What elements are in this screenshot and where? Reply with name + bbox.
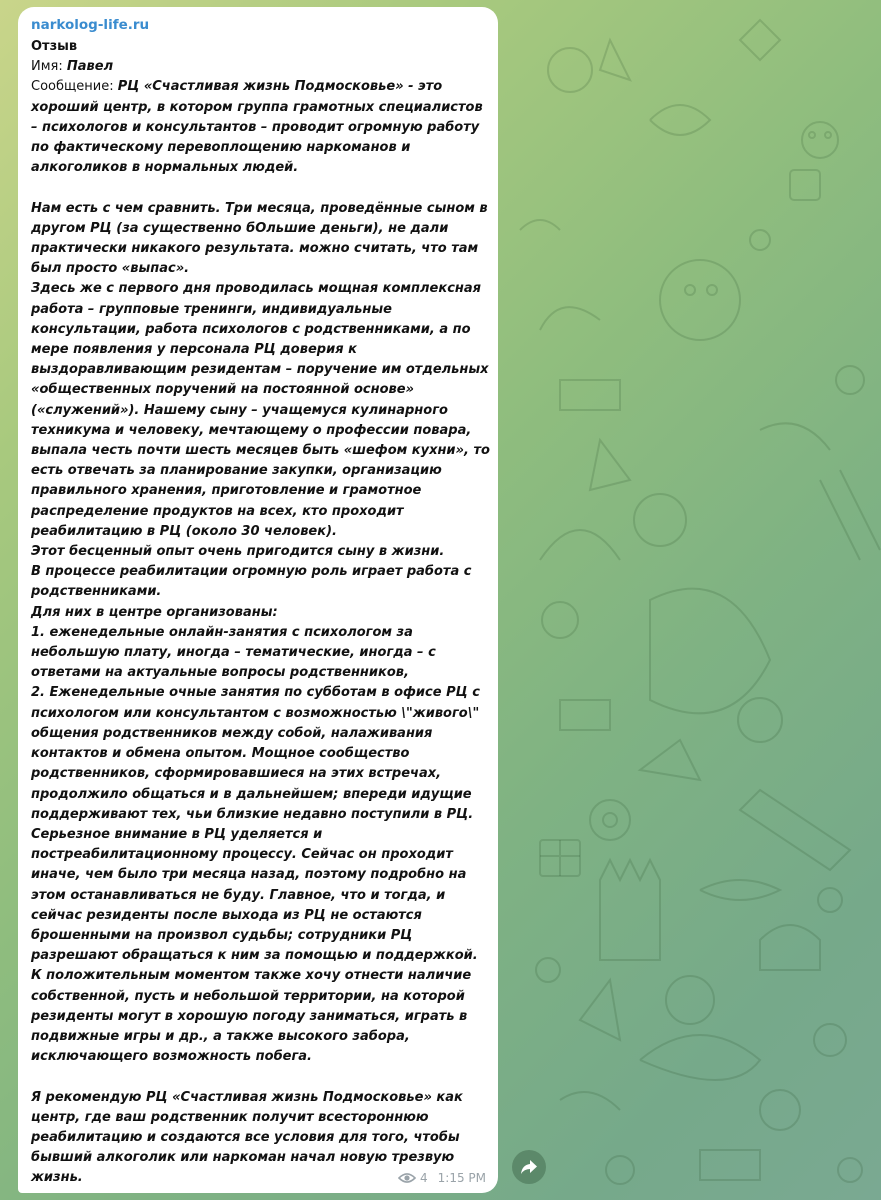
name-line: Имя: Павел	[31, 59, 114, 75]
message-heading: Отзыв	[31, 39, 78, 54]
message-paragraph: Я рекомендую РЦ «Счастливая жизнь Подмосковье» как центр, где ваш родственник получит всестороннюю реабилитацию и создаются все условия для того, чтобы бывший алкоголик или наркоман начал новую трезвую жизнь.	[31, 1089, 463, 1186]
message-paragraph: 1. еженедельные онлайн-занятия с психологом за небольшую плату, иногда – тематические, иногда – с ответами на актуальные вопросы родственников,	[31, 624, 436, 681]
message-paragraph: Этот бесценный опыт очень пригодится сыну в жизни.	[31, 544, 445, 560]
share-icon	[520, 1159, 538, 1175]
message-paragraph: 2. Еженедельные очные занятия по субботам в офисе РЦ с психологом или консультантом с возможностью \"живого\" общения родственников между собой, налаживания контактов и обмена опытом. Мощное сообщество родственников, сформировавшиеся на этих встречах, продолжило общаться и в дальнейшем; впереди идущие поддерживают тех, чьи близкие недавно поступили в РЦ.	[31, 685, 480, 822]
message-meta	[398, 1171, 486, 1185]
view-count: 4	[420, 1171, 428, 1185]
message-paragraph: РЦ «Счастливая жизнь Подмосковье» - это хороший центр, в котором группа грамотных специалистов – психологов и консультантов – проводит огромную работу по фактическому перевоплощению наркоманов и алкоголиков в нормальных людей.	[31, 79, 483, 176]
share-button[interactable]	[512, 1150, 546, 1184]
blank-line	[31, 1067, 493, 1087]
message-paragraph: В процессе реабилитации огромную роль играет работа с родственниками.	[31, 564, 472, 600]
message-line: Сообщение: РЦ «Счастливая жизнь Подмосковье» - это хороший центр, в котором группа грамотных специалистов – психологов и консультантов – проводит огромную работу по фактическому перевоплощению наркоманов и алкоголиков в нормальных людей.	[31, 79, 483, 176]
name-value: Павел	[66, 59, 114, 75]
message-paragraph: К положительным моментом также хочу отнести наличие собственной, пусть и небольшой территории, на которой резиденты могут в хорошую погоду заниматься, играть в подвижные игры и др., а также высокого забора, исключающего возможность побега.	[31, 968, 472, 1065]
eye-icon	[398, 1172, 416, 1184]
message-bubble	[18, 7, 498, 1193]
message-text	[31, 37, 493, 1189]
message-paragraph: Здесь же с первого дня проводилась мощная комплексная работа – групповые тренинги, индивидуальные консультации, работа психологов с родственниками, а по мере появления у персонала РЦ доверия к выздоравливающим резидентам – поручение им отдельных «общественных поручений на постоянной основе» («служений»). Нашему сыну – учащемуся кулинарного техникума и человеку, мечтающему о профессии повара, выпала честь почти шесть месяцев быть «шефом кухни», то есть отвечать за планирование закупки, организацию правильного хранения, приготовление и грамотное распределение продуктов на всех, кто проходит реабилитацию в РЦ (около 30 человек).	[31, 281, 490, 539]
channel-name[interactable]: narkolog-life.ru	[31, 17, 150, 33]
blank-line	[31, 178, 493, 198]
message-paragraph: Для них в центре организованы:	[31, 604, 278, 620]
message-paragraph: Нам есть с чем сравнить. Три месяца, проведённые сыном в другом РЦ (за существенно бОльшие деньги), не дали практически никакого результата. можно считать, что там был просто «выпас».	[31, 200, 488, 277]
message-paragraph: Серьезное внимание в РЦ уделяется и постреабилитационному процессу. Сейчас он проходит иначе, чем было три месяца назад, поэтому подробно на этом останавливаться не буду. Главное, что и тогда, и сейчас резиденты после выхода из РЦ не остаются брошенными на произвол судьбы; сотрудники РЦ разрешают обращаться к ним за помощью и поддержкой.	[31, 826, 478, 964]
message-time: 1:15 PM	[437, 1171, 486, 1185]
